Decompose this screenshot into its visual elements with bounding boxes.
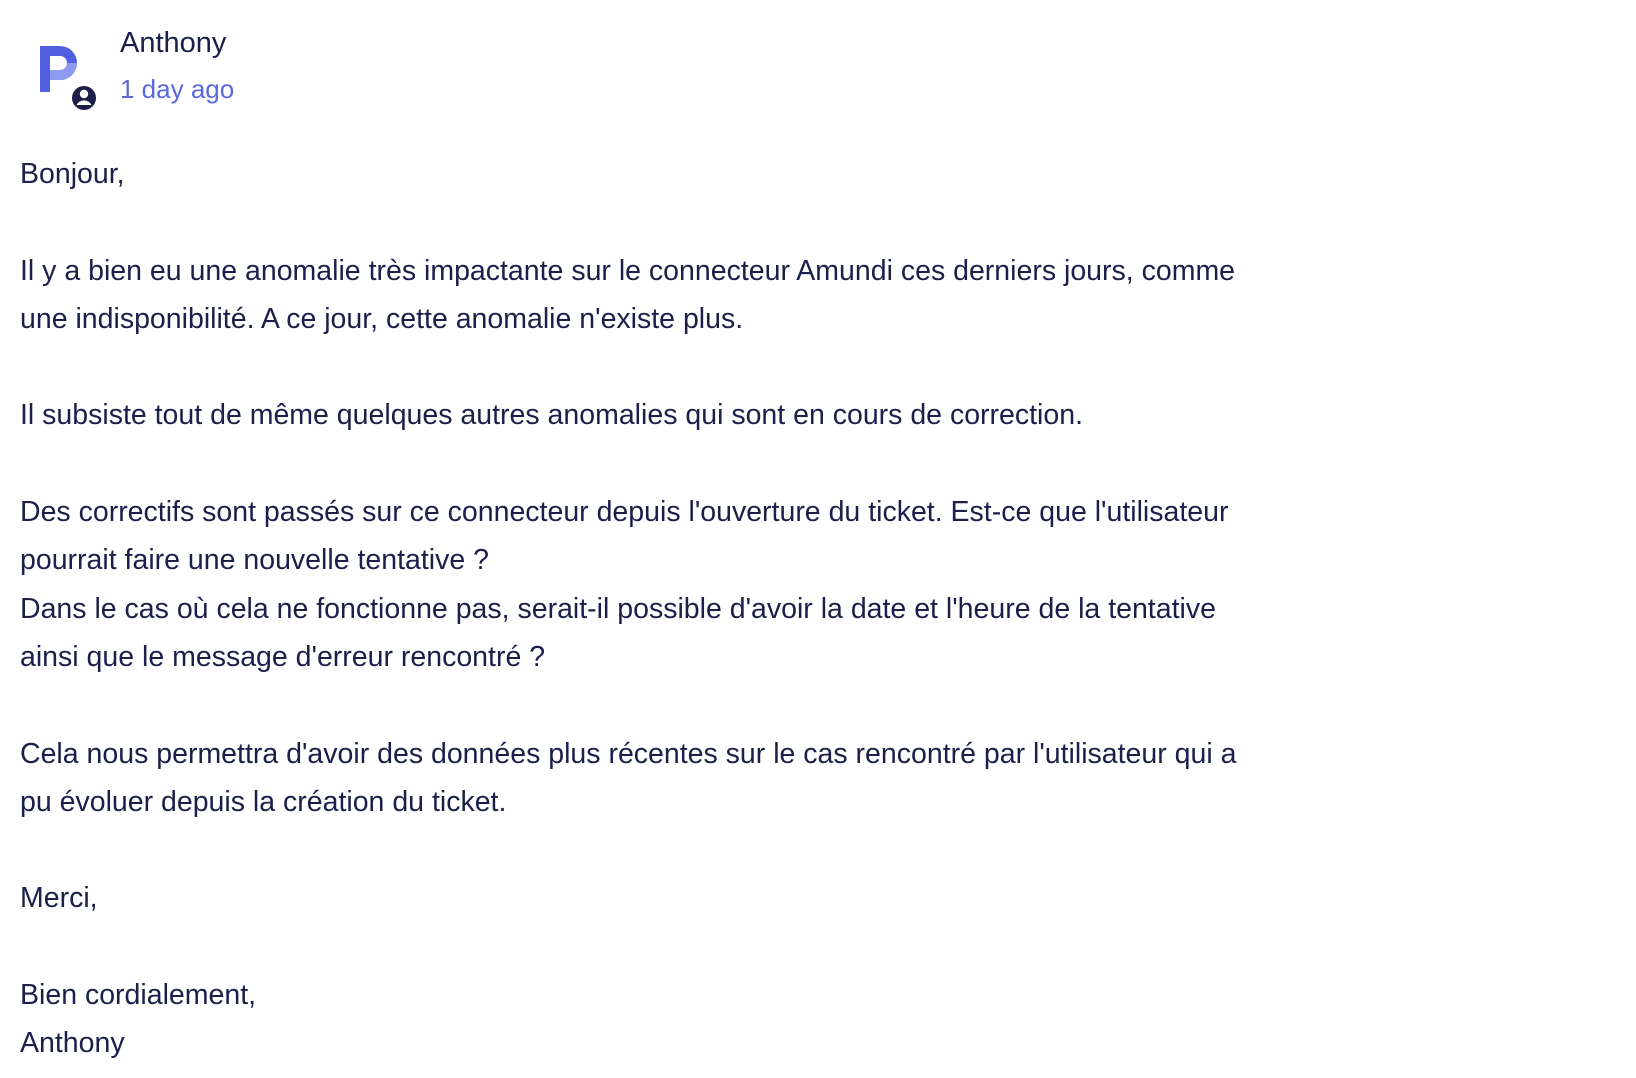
blank-line bbox=[20, 681, 1360, 729]
message-line: Bonjour, bbox=[20, 158, 125, 190]
blank-line bbox=[20, 923, 1360, 971]
message-line: Bien cordialement, bbox=[20, 979, 257, 1012]
blank-line bbox=[20, 826, 1360, 874]
message-line: Merci, bbox=[20, 882, 98, 915]
message-line: Il subsiste tout de même quelques autres anomalies qui sont en cours de correction. bbox=[20, 399, 1084, 432]
message-timestamp: 1 day ago bbox=[120, 74, 235, 104]
blank-line bbox=[20, 440, 1360, 488]
message-header bbox=[0, 0, 600, 120]
message-line: Anthony bbox=[20, 1027, 125, 1060]
message-line: une indisponibilité. A ce jour, cette anomalie n'existe plus. bbox=[20, 302, 744, 335]
message-line: Dans le cas où cela ne fonctionne pas, serait-il possible d'avoir la date et l'heure de la tentative bbox=[20, 592, 1216, 625]
message-line: Cela nous permettra d'avoir des données plus récentes sur le cas rencontré par l'utilisateur qui a bbox=[20, 737, 1237, 770]
user-badge-icon bbox=[70, 84, 98, 112]
blank-line bbox=[20, 198, 1360, 246]
blank-line bbox=[20, 343, 1360, 391]
message-line: Il y a bien eu une anomalie très impactante sur le connecteur Amundi ces derniers jours, comme bbox=[20, 254, 1236, 287]
message-line: Des correctifs sont passés sur ce connecteur depuis l'ouverture du ticket. Est-ce que l'utilisateur bbox=[20, 496, 1229, 529]
p-logo-icon bbox=[36, 40, 102, 116]
avatar[interactable] bbox=[36, 40, 102, 116]
message-body bbox=[20, 150, 1360, 1068]
message-line: pu évoluer depuis la création du ticket. bbox=[20, 785, 507, 818]
message-line: pourrait faire une nouvelle tentative ? bbox=[20, 544, 489, 577]
message-line: ainsi que le message d'erreur rencontré ? bbox=[20, 640, 546, 673]
author-name[interactable]: Anthony bbox=[120, 27, 227, 59]
